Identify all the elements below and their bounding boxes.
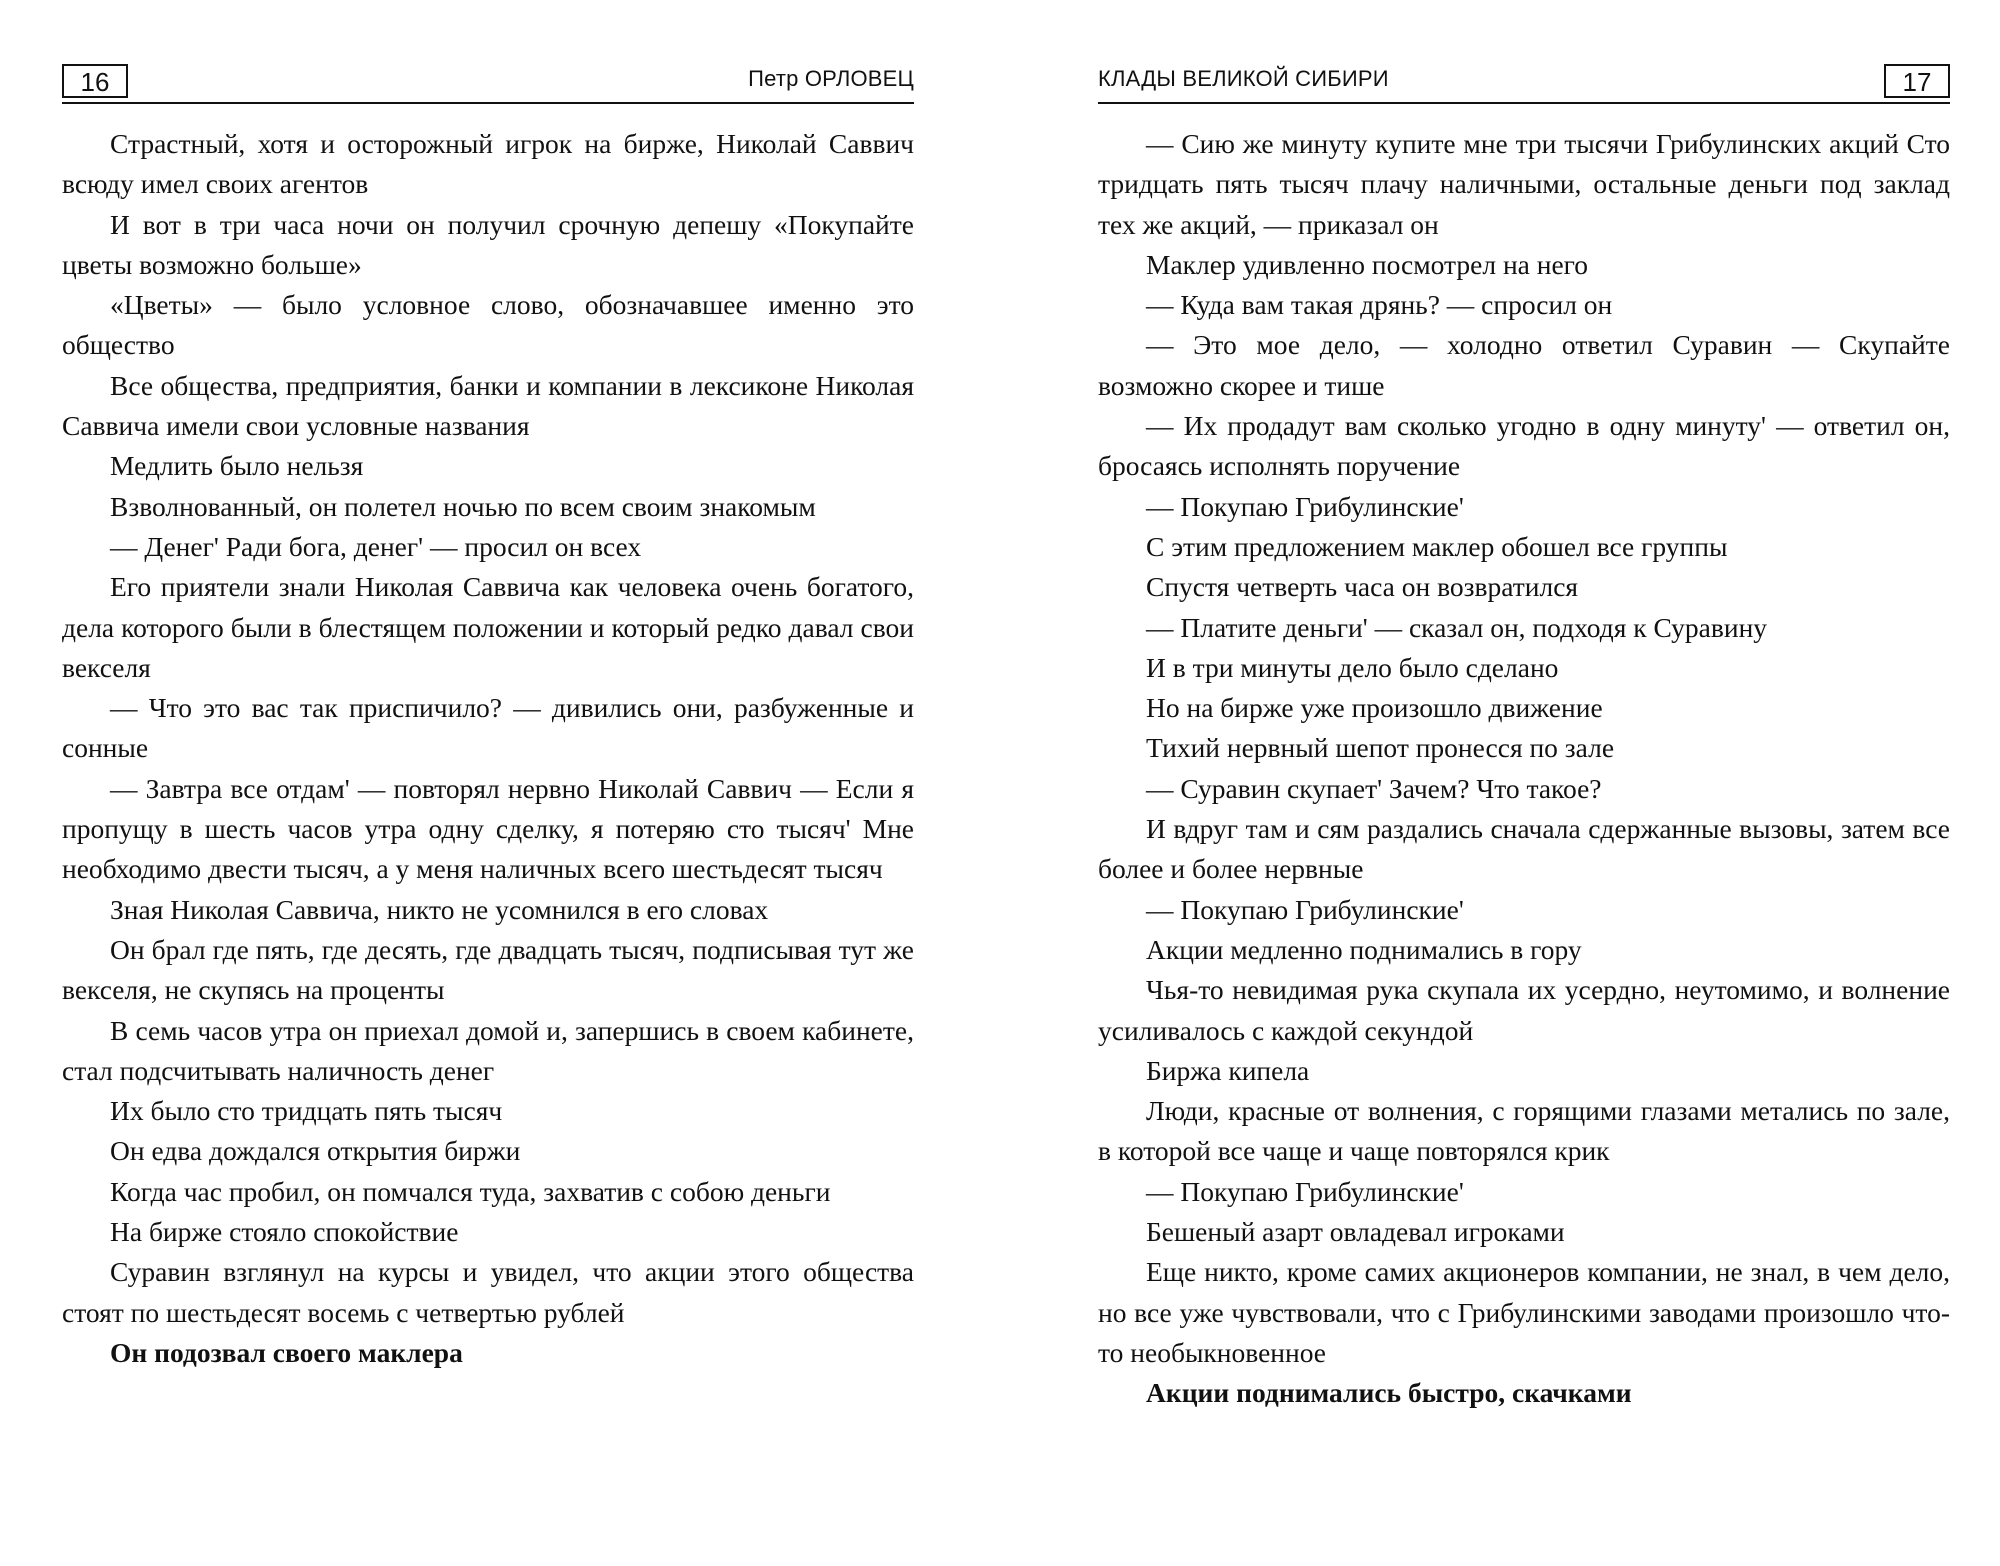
paragraph: Акции поднимались быстро, скачками: [1146, 1377, 1632, 1409]
running-title-author: Петр ОРЛОВЕЦ: [748, 66, 914, 91]
paragraph: Чья-то невидимая рука скупала их усердно, неутомимо, и волнение усиливалось с каждой секундой: [1098, 974, 1950, 1046]
paragraph: — Покупаю Грибулинские': [1146, 490, 1464, 522]
paragraph: Акции медленно поднимались в гору: [1146, 933, 1582, 965]
left-page-body: [62, 124, 914, 1373]
paragraph: На бирже стояло спокойствие: [110, 1216, 459, 1248]
paragraph: — Покупаю Грибулинские': [1146, 893, 1464, 925]
paragraph: — Что это вас так приспичило? — дивились они, разбуженные и сонные: [62, 692, 914, 764]
paragraph: Медлить было нельзя: [110, 450, 364, 482]
paragraph: Страстный, хотя и осторожный игрок на бирже, Николай Саввич всюду имел своих агентов: [62, 128, 914, 200]
paragraph: — Завтра все отдам' — повторял нервно Николай Саввич — Если я пропущу в шесть часов утра одну сделку, я потеряю сто тысяч' Мне необходимо двести тысяч, а у меня наличных всего шестьдесят тысяч: [62, 772, 914, 885]
page-number: 17: [1884, 64, 1950, 98]
right-page-body: [1098, 124, 1950, 1414]
paragraph: Еще никто, кроме самих акционеров компании, не знал, в чем дело, но все уже чувствовали, что с Грибулинскими заводами произошло что-то необыкновенное: [1098, 1256, 1950, 1368]
right-page-header: [1098, 64, 1950, 104]
paragraph: Зная Николая Саввича, никто не усомнился в его словах: [110, 893, 769, 925]
paragraph: Суравин взглянул на курсы и увидел, что акции этого общества стоят по шестьдесят восемь с четвертью рублей: [62, 1256, 914, 1328]
page-number: 16: [62, 64, 128, 98]
paragraph: Тихий нервный шепот пронесся по зале: [1146, 732, 1615, 764]
paragraph: Он едва дождался открытия биржи: [110, 1135, 521, 1167]
paragraph: Их было сто тридцать пять тысяч: [110, 1095, 503, 1127]
paragraph: Бешеный азарт овладевал игроками: [1146, 1216, 1565, 1248]
paragraph: — Куда вам такая дрянь? — спросил он: [1146, 289, 1613, 321]
paragraph: — Сию же минуту купите мне три тысячи Грибулинских акций Сто тридцать пять тысяч плачу наличными, остальные деньги под заклад тех же акций, — приказал он: [1098, 128, 1950, 240]
left-page: [62, 0, 914, 1566]
paragraph: Его приятели знали Николая Саввича как человека очень богатого, дела которого были в блестящем положении и который редко давал свои векселя: [62, 571, 914, 683]
paragraph: С этим предложением маклер обошел все группы: [1146, 530, 1728, 562]
left-page-header: [62, 64, 914, 104]
paragraph: И вот в три часа ночи он получил срочную депешу «Покупайте цветы возможно больше»: [62, 208, 914, 280]
paragraph: Биржа кипела: [1146, 1054, 1310, 1086]
paragraph: И вдруг там и сям раздались сначала сдержанные вызовы, затем все более и более нервные: [1098, 813, 1950, 885]
paragraph: — Их продадут вам сколько угодно в одну минуту' — ответил он, бросаясь исполнять поручение: [1098, 410, 1950, 482]
paragraph: Люди, красные от волнения, с горящими глазами метались по зале, в которой все чаще и чаще повторялся крик: [1098, 1095, 1950, 1167]
paragraph: Он подозвал своего маклера: [110, 1336, 463, 1368]
paragraph: — Платите деньги' — сказал он, подходя к Суравину: [1146, 611, 1768, 643]
paragraph: «Цветы» — было условное слово, обозначавшее именно это общество: [62, 289, 914, 361]
paragraph: Но на бирже уже произошло движение: [1146, 692, 1603, 724]
paragraph: Маклер удивленно посмотрел на него: [1146, 248, 1589, 280]
paragraph: — Денег' Ради бога, денег' — просил он всех: [110, 530, 642, 562]
paragraph: — Это мое дело, — холодно ответил Суравин — Скупайте возможно скорее и тише: [1098, 329, 1950, 401]
paragraph: И в три минуты дело было сделано: [1146, 651, 1559, 683]
paragraph: Спустя четверть часа он возвратился: [1146, 571, 1579, 603]
paragraph: Все общества, предприятия, банки и компании в лексиконе Николая Саввича имели свои условные названия: [62, 369, 914, 442]
paragraph: В семь часов утра он приехал домой и, запершись в своем кабинете, стал подсчитывать наличность денег: [62, 1014, 914, 1086]
paragraph: — Суравин скупает' Зачем? Что такое?: [1146, 772, 1602, 804]
paragraph: — Покупаю Грибулинские': [1146, 1175, 1464, 1207]
paragraph: Он брал где пять, где десять, где двадцать тысяч, подписывая тут же векселя, не скупясь на проценты: [62, 933, 914, 1006]
paragraph: Когда час пробил, он помчался туда, захватив с собою деньги: [110, 1175, 831, 1207]
right-page: [1098, 0, 1950, 1566]
running-title-book: КЛАДЫ ВЕЛИКОЙ СИБИРИ: [1098, 66, 1389, 91]
paragraph: Взволнованный, он полетел ночью по всем своим знакомым: [110, 490, 816, 522]
